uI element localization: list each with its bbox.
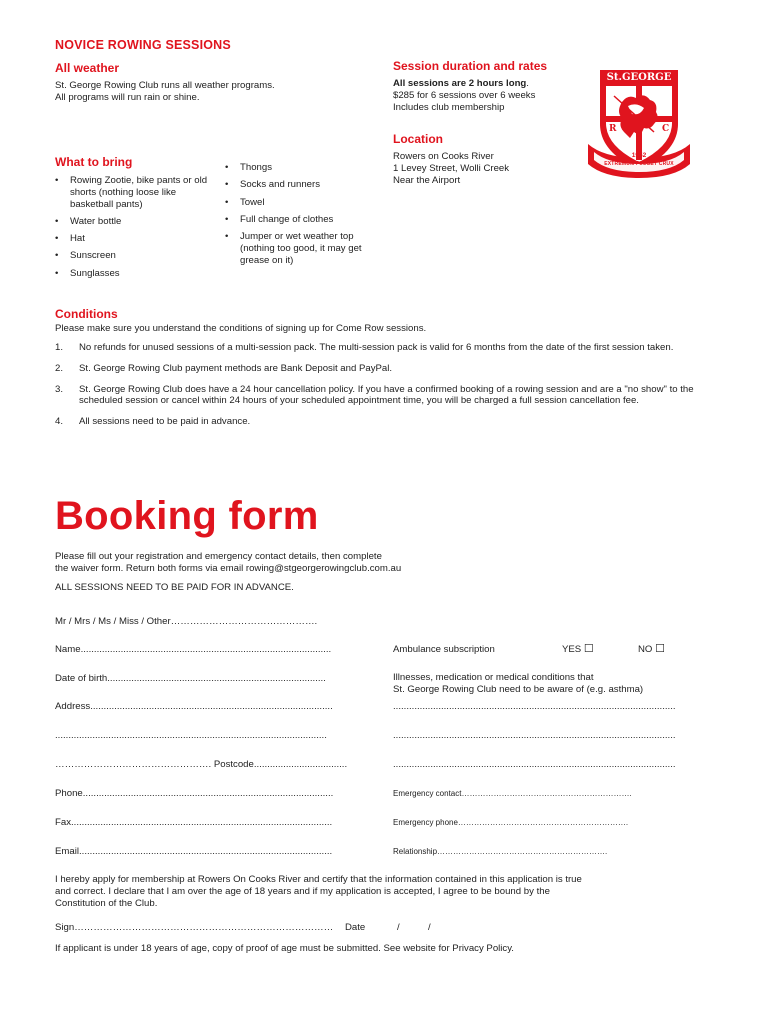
condition-text: All sessions need to be paid in advance. — [79, 416, 251, 428]
no-label: NO — [638, 644, 653, 655]
ambulance-label: Ambulance subscription — [393, 644, 495, 655]
declaration-line-2: and correct. I declare that I am over the age of 18 years and if my application is accepted, I agree to be bound by the — [55, 885, 550, 897]
list-item — [55, 384, 695, 408]
location-line-3: Near the Airport — [393, 174, 461, 186]
location-line-1: Rowers on Cooks River — [393, 151, 494, 162]
no-checkbox[interactable]: ☐ — [655, 643, 665, 655]
condition-number: 1. — [55, 342, 64, 353]
ambulance-no[interactable] — [638, 642, 665, 655]
yes-checkbox[interactable]: ☐ — [583, 643, 594, 655]
email-field[interactable]: Email............................................................................................... — [55, 846, 333, 857]
condition-text: St. George Rowing Club does have a 24 hour cancellation policy. If you have a confirmed booking of a rowing session and are a "no show" to the scheduled session or cancel within 24 hours of your scheduled appointment time, you will be charged a full session cancellation fee. — [79, 383, 694, 407]
conditions-list — [55, 342, 695, 437]
fax-field[interactable]: Fax.................................................................................................. — [55, 817, 333, 828]
illness-field-3[interactable]: .......................................................................................................... — [393, 759, 676, 770]
list-item: • Thongs — [225, 162, 380, 174]
what-to-bring-right-list — [225, 162, 380, 272]
logo-motto: EXTREMUM FULGET CRUX — [604, 161, 674, 167]
logo-top-text: St.GEORGE — [606, 72, 672, 83]
condition-text: St. George Rowing Club payment methods are Bank Deposit and PayPal. — [79, 362, 393, 374]
what-to-bring-left-list — [55, 175, 215, 285]
list-item: • Water bottle — [55, 216, 215, 228]
session-text — [393, 78, 535, 113]
booking-intro-line-2: the waiver form. Return both forms via email rowing@stgeorgerowingclub.com.au — [55, 562, 402, 574]
list-item: • Hat — [55, 233, 215, 245]
session-heading: Session duration and rates — [393, 59, 548, 73]
address-line-2-field[interactable]: ...................................................................................................... — [55, 730, 327, 741]
what-to-bring-heading: What to bring — [55, 155, 133, 169]
all-weather-text — [55, 80, 275, 104]
illness-line-2: St. George Rowing Club need to be aware of (e.g. asthma) — [393, 683, 644, 695]
conditions-intro: Please make sure you understand the conditions of signing up for Come Row sessions. — [55, 323, 427, 334]
session-line-2: Includes club membership — [393, 101, 505, 113]
location-heading: Location — [393, 132, 443, 146]
all-weather-heading: All weather — [55, 61, 120, 75]
illness-label — [393, 672, 643, 696]
phone-field[interactable]: Phone.............................................................................................. — [55, 788, 334, 799]
date-slash-2[interactable]: / — [428, 922, 431, 933]
list-item — [55, 416, 695, 428]
list-item: • Rowing Zootie, bike pants or old shorts (nothing loose like basketball pants) — [55, 175, 215, 210]
list-item — [55, 363, 695, 375]
postcode-field[interactable]: …………………………………………. Postcode................................... — [55, 759, 348, 770]
session-bold-suffix: . — [526, 78, 529, 89]
all-weather-line-1: St. George Rowing Club runs all weather programs. — [55, 80, 275, 91]
condition-text: No refunds for unused sessions of a multi-session pack. The multi-session pack is valid for 6 months from the date of the first session taken. — [79, 342, 674, 353]
list-item: • Sunscreen — [55, 250, 215, 262]
date-slash-1[interactable]: / — [397, 922, 400, 933]
declaration — [55, 874, 582, 909]
condition-number: 2. — [55, 362, 64, 374]
logo-left-letter: R — [609, 124, 617, 134]
title-field[interactable]: Mr / Mrs / Ms / Miss / Other………………………………………. — [55, 616, 318, 627]
session-bold-line: All sessions are 2 hours long — [393, 78, 527, 89]
conditions-heading: Conditions — [55, 307, 118, 321]
illness-line-1: Illnesses, medication or medical conditions that — [393, 672, 594, 683]
emergency-phone-field[interactable]: Emergency phone………………………………………………………. — [393, 818, 629, 827]
date-of-birth-field[interactable]: Date of birth.................................................................................. — [55, 673, 326, 684]
date-label: Date — [345, 922, 366, 933]
booking-form-title: Booking form — [55, 494, 319, 538]
condition-number: 3. — [55, 383, 64, 395]
list-item: • Full change of clothes — [225, 214, 380, 226]
list-item: • Sunglasses — [55, 268, 215, 280]
ambulance-yes[interactable] — [562, 642, 594, 655]
booking-notice: ALL SESSIONS NEED TO BE PAID FOR IN ADVANCE. — [55, 582, 294, 593]
booking-intro-line-1: Please fill out your registration and emergency contact details, then complete — [55, 551, 382, 562]
all-weather-line-2: All programs will run rain or shine. — [55, 91, 200, 103]
session-line-1: $285 for 6 sessions over 6 weeks — [393, 89, 536, 101]
list-item: • Socks and runners — [225, 179, 380, 191]
illness-field-2[interactable]: .......................................................................................................... — [393, 730, 676, 741]
address-field[interactable]: Address........................................................................................... — [55, 701, 333, 712]
illness-field-1[interactable]: .......................................................................................................... — [393, 701, 676, 712]
emergency-contact-field[interactable]: Emergency contact………………………………………………………. — [393, 789, 632, 798]
condition-number: 4. — [55, 416, 64, 428]
list-item: • Towel — [225, 197, 380, 209]
yes-label: YES — [562, 644, 582, 655]
footer-note: If applicant is under 18 years of age, copy of proof of age must be submitted. See website for Privacy Policy. — [55, 943, 514, 954]
name-field[interactable]: Name.............................................................................................. — [55, 644, 332, 655]
logo-right-letter: C — [662, 124, 670, 134]
location-text — [393, 151, 509, 186]
relationship-field[interactable]: Relationship………………………………………………………. — [393, 847, 608, 856]
club-logo — [584, 66, 694, 184]
list-item: • Jumper or wet weather top (nothing too good, it may get grease on it) — [225, 231, 380, 266]
sign-field[interactable]: Sign……………………………………………………………………… — [55, 922, 334, 933]
declaration-line-3: Constitution of the Club. — [55, 897, 158, 909]
booking-intro — [55, 551, 401, 575]
page-title: NOVICE ROWING SESSIONS — [55, 38, 231, 52]
logo-year: 1952 — [631, 152, 647, 159]
list-item — [55, 342, 695, 354]
location-line-2: 1 Levey Street, Wolli Creek — [393, 162, 510, 174]
declaration-line-1: I hereby apply for membership at Rowers On Cooks River and certify that the information contained in this application is true — [55, 874, 582, 885]
